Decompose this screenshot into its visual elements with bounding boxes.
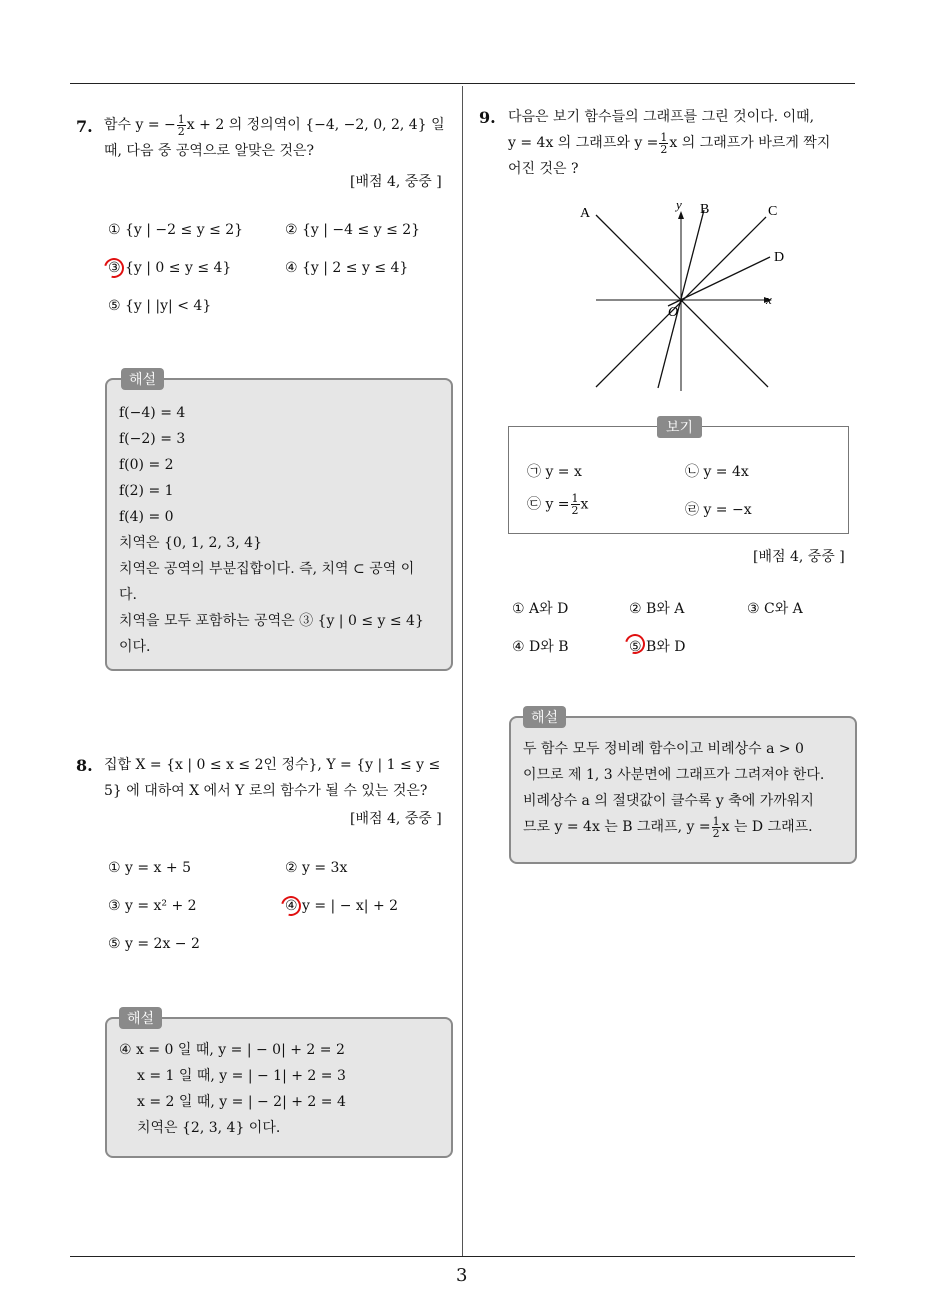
q9-bogi-b: ㉡ y = 4x bbox=[685, 464, 749, 480]
q7-option-2[interactable]: ② {y | −4 ≤ y ≤ 2} bbox=[285, 222, 421, 238]
q9-solution-box bbox=[509, 710, 857, 864]
graph-label-C: C bbox=[768, 204, 778, 219]
q9-graph bbox=[578, 195, 785, 395]
graph-label-D: D bbox=[774, 250, 785, 265]
q7-score: [배점 4, 중중 ] bbox=[350, 174, 442, 190]
q8-option-1[interactable]: ① y = x + 5 bbox=[108, 860, 191, 876]
q9-bogi-d: ㉣ y = −x bbox=[685, 502, 752, 518]
q7-option-1[interactable]: ① {y | −2 ≤ y ≤ 2} bbox=[108, 222, 244, 238]
q8-number: 8. bbox=[76, 756, 93, 775]
q9-score: [배점 4, 중중 ] bbox=[753, 549, 845, 565]
top-rule bbox=[70, 83, 855, 84]
q9-bogi-tag: 보기 bbox=[657, 416, 702, 438]
q9-bogi-a: ㉠ y = x bbox=[527, 464, 582, 480]
graph-label-B: B bbox=[700, 202, 710, 217]
q7-number: 7. bbox=[76, 117, 93, 136]
q9-bogi-fraction: $\frac{1}{2}$ bbox=[571, 492, 579, 517]
q7-solution-tag: 해설 bbox=[121, 368, 164, 390]
y-axis-arrow bbox=[678, 211, 684, 219]
q9-line3: 어진 것은 ? bbox=[508, 161, 579, 177]
q9-option-1[interactable]: ① A와 D bbox=[512, 601, 569, 617]
q9-solution-tag: 해설 bbox=[523, 706, 566, 728]
q7-answer-mark bbox=[100, 254, 127, 281]
q9-solution-last-line: 므로 y = 4x 는 B 그래프, y = $\frac{1}{2}$ x 는 D 그래프. bbox=[523, 814, 813, 840]
column-divider bbox=[462, 86, 463, 1256]
q9-option-2[interactable]: ② B와 A bbox=[629, 601, 685, 617]
q8-solution-box bbox=[105, 1011, 453, 1158]
bottom-rule bbox=[70, 1256, 855, 1257]
q7-solution-lines: f(−4) = 4 f(−2) = 3 f(0) = 2 f(2) = 1 f(4) = 0 치역은 {0, 1, 2, 3, 4} 치역은 공역의 부분집합이다. 즉, 치역 ⊂ 공역 이 다. 치역을 모두 포함하는 공역은 ③ {y | 0 ≤ y ≤ 4} 이다. bbox=[119, 405, 424, 655]
q8-option-3[interactable]: ③ y = x² + 2 bbox=[108, 898, 197, 914]
q9-option-5[interactable]: ⑤ B와 D bbox=[629, 639, 686, 655]
q9-bogi-c: ㉢ y = $\frac{1}{2}$ x bbox=[527, 492, 589, 517]
q9-solution-fraction: $\frac{1}{2}$ bbox=[712, 814, 720, 840]
q8-question bbox=[104, 752, 456, 804]
q9-number: 9. bbox=[479, 108, 496, 127]
page-number: 3 bbox=[456, 1265, 468, 1286]
q9-question bbox=[508, 104, 858, 182]
q7-solution-box bbox=[105, 372, 453, 671]
q9-option-3[interactable]: ③ C와 A bbox=[747, 601, 803, 617]
q7-option-3[interactable]: ③ {y | 0 ≤ y ≤ 4} bbox=[108, 260, 232, 276]
q7-fraction: $\frac{1}{2}$ bbox=[177, 112, 185, 138]
q9-option-4[interactable]: ④ D와 B bbox=[512, 639, 569, 655]
q8-solution-tag: 해설 bbox=[119, 1007, 162, 1029]
q8-solution-lines: ④ x = 0 일 때, y = | − 0| + 2 = 2 x = 1 일 때, y = | − 1| + 2 = 3 x = 2 일 때, y = | − 2| + 2 = 4 치역은 {2, 3, 4} 이다. bbox=[119, 1042, 346, 1136]
q9-fraction: $\frac{1}{2}$ bbox=[660, 130, 668, 156]
q9-line1: 다음은 보기 함수들의 그래프를 그린 것이다. 이때, bbox=[508, 109, 815, 125]
q8-score: [배점 4, 중중 ] bbox=[350, 811, 442, 827]
q7-line2: 때, 다음 중 공역으로 알맞은 것은? bbox=[104, 143, 315, 159]
q9-solution-lines: 두 함수 모두 정비례 함수이고 비례상수 a > 0 이므로 제 1, 3 사분면에 그래프가 그려져야 한다. 비례상수 a 의 절댓값이 클수록 y 축에 가까워지 므로 y = 4x 는 B 그래프, y = $\frac{1}{2}$ x 는 D 그래프. bbox=[523, 736, 857, 840]
q7-option-5[interactable]: ⑤ {y | |y| < 4} bbox=[108, 298, 212, 314]
q9-line2: y = 4x 의 그래프와 y = $\frac{1}{2}$ x 의 그래프가 바르게 짝지 bbox=[508, 130, 831, 156]
q8-answer-mark bbox=[277, 892, 304, 919]
graph-label-A: A bbox=[580, 206, 591, 221]
q9-bogi-box bbox=[508, 420, 849, 534]
q8-option-2[interactable]: ② y = 3x bbox=[285, 860, 348, 876]
graph-label-y: y bbox=[676, 197, 682, 212]
q8-line2: 5} 에 대하여 X 에서 Y 로의 함수가 될 수 있는 것은? bbox=[104, 783, 428, 799]
q8-option-5[interactable]: ⑤ y = 2x − 2 bbox=[108, 936, 200, 952]
q8-option-4[interactable]: ④ y = | − x| + 2 bbox=[285, 898, 399, 914]
graph-label-origin: O bbox=[668, 305, 679, 320]
q7-line1: 함수 y = − $\frac{1}{2}$ x + 2 의 정의역이 {−4, −2, 0, 2, 4} 일 bbox=[104, 112, 445, 138]
graph-label-x: x bbox=[766, 292, 772, 307]
q7-option-4[interactable]: ④ {y | 2 ≤ y ≤ 4} bbox=[285, 260, 409, 276]
q7-question bbox=[104, 112, 454, 164]
q8-line1: 집합 X = {x | 0 ≤ x ≤ 2인 정수}, Y = {y | 1 ≤ y ≤ bbox=[104, 757, 441, 773]
